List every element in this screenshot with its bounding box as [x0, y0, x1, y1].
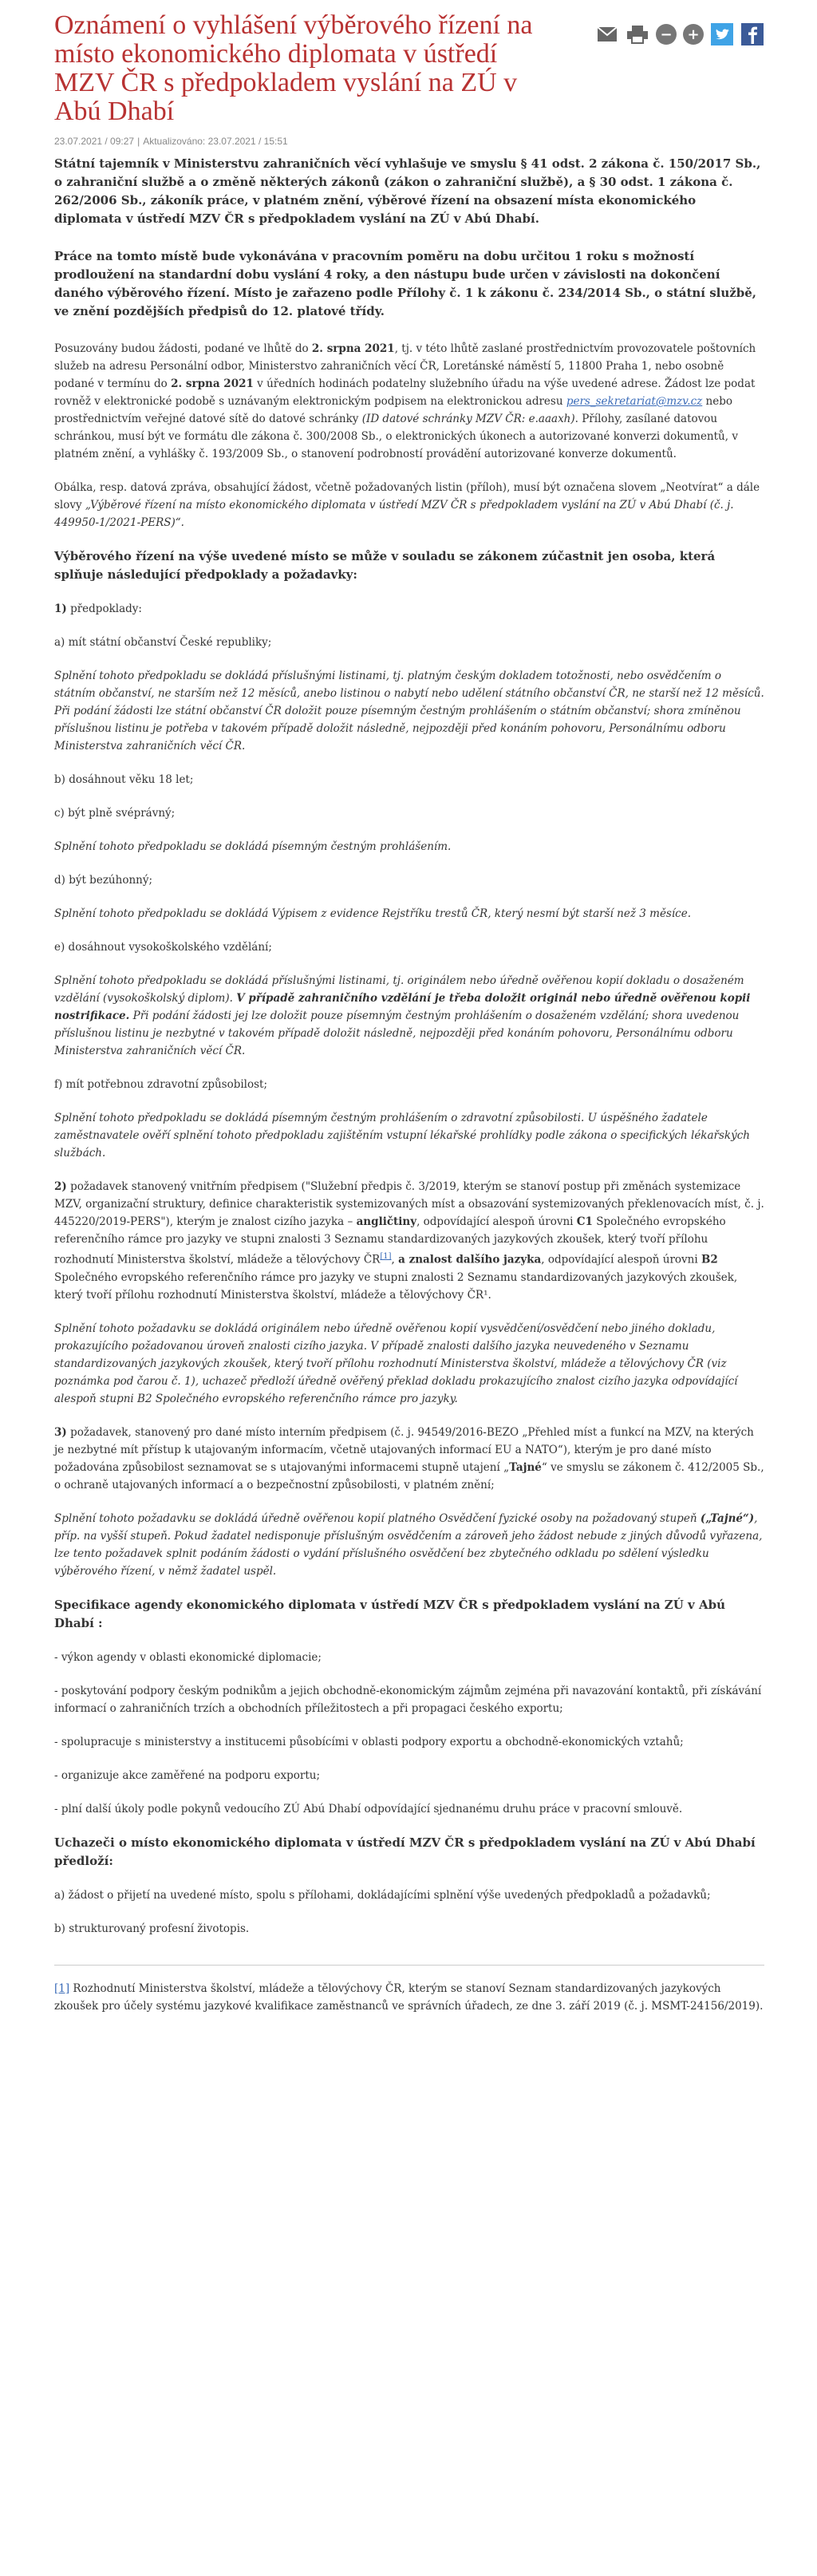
email-link[interactable]: pers_sekretariat@mzv.cz	[566, 395, 703, 408]
list-item: - plní další úkoly podle pokynů vedoucího ZÚ Abú Dhabí odpovídající sjednanému druhu práce v pracovní smlouvě.	[54, 1802, 683, 1815]
list-item: b) dosáhnout věku 18 let;	[54, 773, 194, 786]
list-item: a) žádost o přijetí na uvedené místo, spolu s přílohami, dokládajícími splnění výše uvedených předpokladů a požadavků;	[54, 1888, 711, 1902]
list-item: e) dosáhnout vysokoškolského vzdělání;	[54, 941, 272, 954]
article	[54, 0, 764, 2015]
language-requirement: 2) požadavek stanovený vnitřním předpisem ("Služební předpis č. 3/2019, kterým se stanoví postup při změnách systemizace MZV, organizační struktury, definice charakteristik systemizovaných míst a obsazování systemizovaných překlenovacích míst, č. j. 445220/2019-PERS"), kterým je znalost cizího jazyka – angličtiny, odpovídající alespoň úrovni C1 Společného evropského referenčního rámce pro jazyky ve stupni znalosti 3 Seznamu standardizovaných jazykových zkoušek, který tvoří přílohu rozhodnutí Ministerstva školství, mládeže a tělovýchovy ČR[1], a znalost dalšího jazyka, odpovídající alespoň úrovni B2 Společného evropského referenčního rámce pro jazyky ve stupni znalosti 2 Seznamu standardizovaných jazykových zkoušek, který tvoří přílohu rozhodnutí Ministerstva školství, mládeže a tělovýchovy ČR¹.	[54, 1180, 764, 1302]
article-header	[54, 11, 764, 126]
list-item: - spolupracuje s ministerstvy a institucemi působícími v oblasti podpory exportu a obchodně-ekonomických vztahů;	[54, 1735, 684, 1748]
list-item-note: Splnění tohoto předpokladu se dokládá příslušnými listinami, tj. originálem nebo úředně ověřenou kopií dokladu o dosaženém vzdělání (vysokoškolský diplom). V případě zahraničního vzdělání je třeba doložit originál nebo úředně ověřenou kopii nostrifikace. Při podání žádosti jej lze doložit pouze písemným čestným prohlášením o dosaženém vzdělání; shora uvedenou příslušnou listinu je nezbytné v takovém případě doložit následně, nejpozději před konáním pohovoru, Personálnímu odboru Ministerstva zahraničních věcí ČR.	[54, 974, 751, 1057]
candidates-heading: Uchazeči o místo ekonomického diplomata v ústředí MZV ČR s předpokladem vyslání na ZÚ v Abú Dhabí předloží:	[54, 1835, 756, 1868]
submission-paragraph: Posuzovány budou žádosti, podané ve lhůtě do 2. srpna 2021, tj. v této lhůtě zaslané prostřednictvím provozovatele poštovních služeb na adresu Personální odbor, Ministerstvo zahraničních věcí ČR, Loretánské náměstí 5, 11800 Praha 1, nebo osobně podané v termínu do 2. srpna 2021 v úředních hodinách podatelny služebního úřadu na výše uvedené adrese. Žádost lze podat rovněž v elektronické podobě s uznávaným elektronickým podpisem na elektronickou adresu pers_sekretariat@mzv.cz nebo prostřednictvím veřejné datové sítě do datové schránky (ID datové schránky MZV ČR: e.aaaxh). Přílohy, zasílané datovou schránkou, musí být ve formátu dle zákona č. 300/2008 Sb., o elektronických úkonech a autorizované konverzi dokumentů, v platném znění, a vyhlášky č. 193/2009 Sb., o stanovení podrobností provádění autorizované konverze dokumentů.	[54, 342, 756, 460]
page-title: Oznámení o vyhlášení výběrového řízení na místo ekonomického diplomata v ústředí MZV ČR s předpokladem vyslání na ZÚ v Abú Dhabí	[54, 10, 533, 126]
envelope-icon[interactable]	[595, 22, 619, 46]
requirements-heading: Výběrového řízení na výše uvedené místo se může v souladu se zákonem zúčastnit jen osoba, která splňuje následující předpoklady a požadavky:	[54, 549, 716, 582]
security-requirement: 3) požadavek, stanovený pro dané místo interním předpisem (č. j. 94549/2016-BEZO „Přehled míst a funkcí na MZV, na kterých je nezbytné mít přístup k utajovaným informacím, včetně utajovaných informací EU a NATO“), kterým je pro dané místo požadována způsobilost seznamovat se s utajovanými informacemi stupně utajení „Tajné“ ve smyslu se zákonem č. 412/2005 Sb., o ochraně utajovaných informací a o bezpečnostní způsobilosti, v platném znění;	[54, 1425, 764, 1491]
list-item: - výkon agendy v oblasti ekonomické diplomacie;	[54, 1650, 322, 1664]
twitter-icon[interactable]	[710, 22, 734, 46]
list-item: a) mít státní občanství České republiky;	[54, 636, 272, 649]
footnote-divider	[54, 1965, 764, 1966]
footnote-ref-link[interactable]: [1]	[380, 1252, 392, 1261]
language-requirement-note: Splnění tohoto požadavku se dokládá originálem nebo úředně ověřenou kopií vysvědčení/osvědčení nebo jiného dokladu, prokazujícího požadovanou úroveň znalosti cizího jazyka. V případě znalosti dalšího jazyka neuvedeného v Seznamu standardizovaných jazykových zkoušek, který tvoří přílohu rozhodnutí Ministerstva školství, mládeže a tělovýchovy ČR (viz poznámka pod čarou č. 1), uchazeč předloží úředně ověřený překlad dokladu prokazujícího znalost cizího jazyka odpovídající alespoň stupni B2 Společného evropského referenčního rámce pro jazyky.	[54, 1322, 738, 1405]
list-item: - poskytování podpory českým podnikům a jejich obchodně-ekonomickým zájmům zejména při navazování kontaktů, při získávání informací o zahraničních trzích a obchodních příležitostech a při propagaci českého exportu;	[54, 1684, 762, 1715]
list-item-note: Splnění tohoto předpokladu se dokládá Výpisem z evidence Rejstříku trestů ČR, který nesmí být starší než 3 měsíce.	[54, 907, 692, 920]
updated-date: Aktualizováno: 23.07.2021 / 15:51	[143, 136, 288, 147]
zoom-in-icon[interactable]: +	[683, 24, 704, 45]
footnote: [1] Rozhodnutí Ministerstva školství, mládeže a tělovýchovy ČR, kterým se stanoví Seznam standardizovaných jazykových zkoušek pro účely systému jazykové kvalifikace zaměstnanců ve správních úřadech, ze dne 3. září 2019 (č. j. MSMT-24156/2019).	[54, 1981, 764, 2013]
zoom-out-icon[interactable]: −	[656, 24, 677, 45]
footnote-backlink[interactable]: [1]	[54, 1981, 70, 1995]
list-item: f) mít potřebnou zdravotní způsobilost;	[54, 1078, 268, 1091]
facebook-icon[interactable]	[740, 22, 764, 46]
prerequisites-label: 1) předpoklady:	[54, 603, 142, 615]
list-item: d) být bezúhonný;	[54, 874, 153, 887]
list-item: b) strukturovaný profesní životopis.	[54, 1922, 250, 1935]
printer-icon[interactable]	[626, 22, 649, 46]
list-item-note: Splnění tohoto předpokladu se dokládá písemným čestným prohlášením.	[54, 840, 452, 853]
specification-heading: Specifikace agendy ekonomického diplomata v ústředí MZV ČR s předpokladem vyslání na ZÚ v Abú Dhabí :	[54, 1597, 725, 1630]
lead-paragraph-2: Práce na tomto místě bude vykonávána v pracovním poměru na dobu určitou 1 roku s možností prodloužení na standardní dobu vyslání 4 roky, a den nástupu bude určen v závislosti na dokončení daného výběrového řízení. Místo je zařazeno podle Přílohy č. 1 k zákonu č. 234/2014 Sb., o státní službě, ve znění pozdějších předpisů do 12. platové třídy.	[54, 249, 757, 318]
list-item: c) být plně svéprávný;	[54, 807, 176, 820]
article-meta: 23.07.2021 / 09:27 | Aktualizováno: 23.07.2021 / 15:51	[54, 136, 288, 147]
lead-paragraph: Státní tajemník v Ministerstvu zahraničních věcí vyhlašuje ve smyslu § 41 odst. 2 zákona č. 150/2017 Sb., o zahraniční službě a o změně některých zákonů (zákon o zahraniční službě), a § 30 odst. 1 zákona č. 262/2006 Sb., zákoník práce, v platném znění, výběrové řízení na obsazení místa ekonomického diplomata v ústředí MZV ČR s předpokladem vyslání na ZÚ v Abú Dhabí.	[54, 156, 761, 226]
share-toolbar	[595, 22, 764, 46]
envelope-paragraph: Obálka, resp. datová zpráva, obsahující žádost, včetně požadovaných listin (příloh), musí být označena slovem „Neotvírat“ a dále slovy „Výběrové řízení na místo ekonomického diplomata v ústředí MZV ČR s předpokladem vyslání na ZÚ v Abú Dhabí (č. j. 449950-1/2021-PERS)“.	[54, 481, 760, 529]
list-item: - organizuje akce zaměřené na podporu exportu;	[54, 1768, 320, 1782]
publish-date: 23.07.2021 / 09:27	[54, 136, 135, 147]
security-requirement-note: Splnění tohoto požadavku se dokládá úředně ověřenou kopií platného Osvědčení fyzické osoby na požadovaný stupeň („Tajné“), příp. na vyšší stupeň. Pokud žadatel nedisponuje příslušným osvědčením a zároveň jeho žádost nebude z jiných důvodů vyřazena, lze tento požadavek splnit podáním žádosti o vydání příslušného osvědčení bez zbytečného odkladu po sdělení výsledku výběrového řízení, v němž žadatel uspěl.	[54, 1511, 763, 1578]
list-item-note: Splnění tohoto předpokladu se dokládá písemným čestným prohlášením o zdravotní způsobilosti. U úspěšného žadatele zaměstnavatele ověří splnění tohoto předpokladu zajištěním vstupní lékařské prohlídky podle zákona o specifických lékařských službách.	[54, 1112, 750, 1160]
list-item-note: Splnění tohoto předpokladu se dokládá příslušnými listinami, tj. platným českým dokladem totožnosti, nebo osvědčením o státním občanství, ne starším než 12 měsíců, anebo listinou o nabytí nebo udělení státního občanství ČR, ne starší než 12 měsíců. Při podání žádosti lze státní občanství ČR doložit pouze písemným čestným prohlášením o státním občanství; shora zmíněnou příslušnou listinu je potřeba v takovém případě doložit následně, nejpozději před konáním pohovoru, Personálnímu odboru Ministerstva zahraničních věcí ČR.	[54, 670, 764, 753]
